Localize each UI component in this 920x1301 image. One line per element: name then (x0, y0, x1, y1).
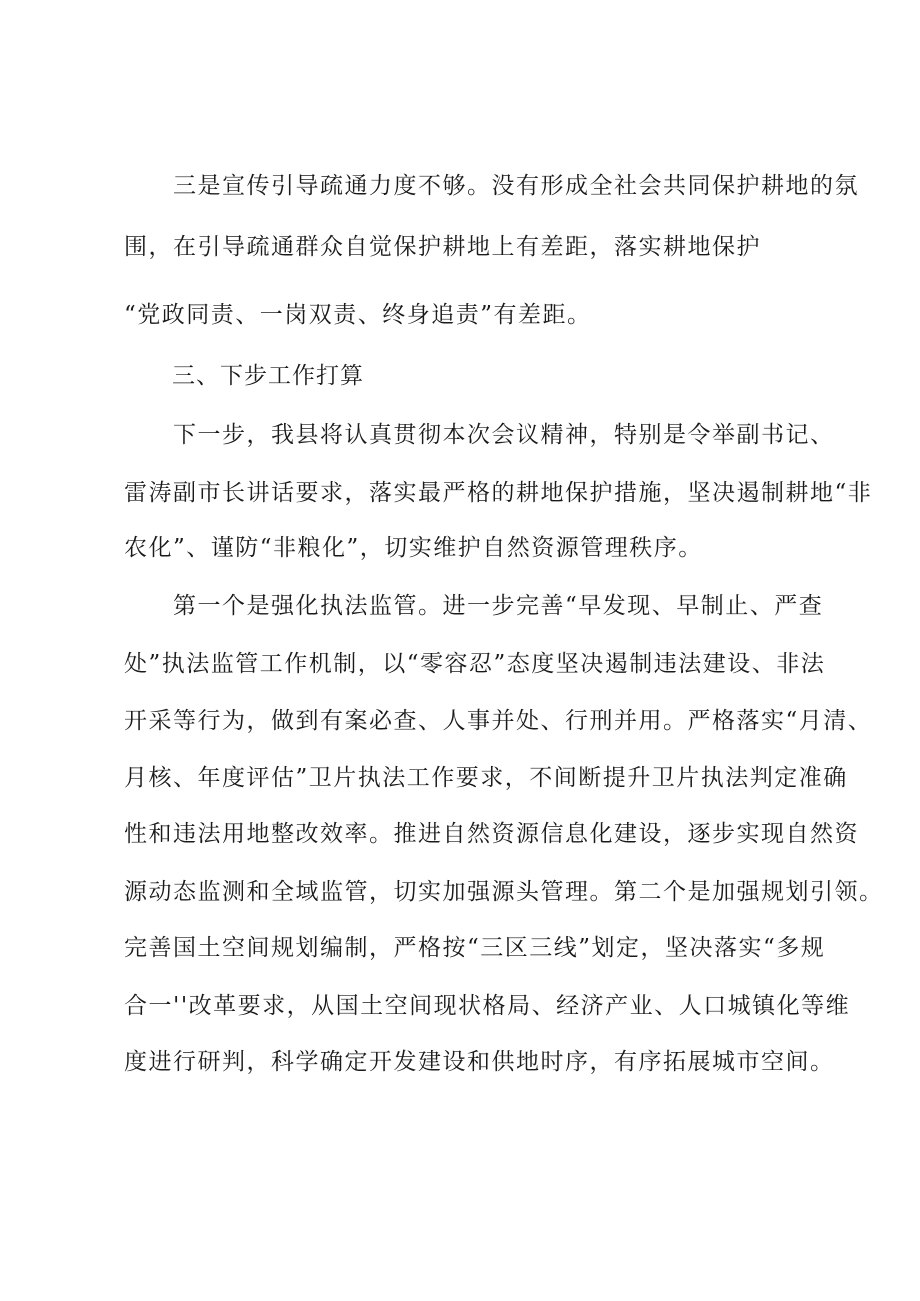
paragraph-3-line-3: 开采等行为，做到有案必查、人事并处、行刑并用。严格落实“月清、 (124, 708, 873, 734)
paragraph-3-line-5: 性和违法用地整改效率。推进自然资源信息化建设，逐步实现自然资 (124, 821, 859, 847)
paragraph-1-line-2: 围，在引导疏通群众自觉保护耕地上有差距，落实耕地保护 (124, 234, 761, 260)
paragraph-3-line-1: 第一个是强化执法监管。进一步完善“早发现、早制止、严查 (124, 593, 824, 619)
paragraph-3-line-4: 月核、年度评估”卫片执法工作要求，不间断提升卫片执法判定准确 (124, 765, 848, 791)
paragraph-1-line-1: 三是宣传引导疏通力度不够。没有形成全社会共同保护耕地的氛 (124, 173, 859, 199)
paragraph-1-line-3: “党政同责、一岗双责、终身追责”有差距。 (124, 302, 592, 328)
paragraph-3-line-7: 完善国土空间规划编制，严格按“三区三线”划定，坚决落实“多规 (124, 935, 826, 961)
paragraph-3-line-2: 处”执法监管工作机制，以“零容忍”态度坚决遏制违法建设、非法 (124, 651, 826, 677)
section-heading: 三、下步工作打算 (172, 363, 364, 389)
paragraph-2-line-2: 雷涛副市长讲话要求，落实最严格的耕地保护措施，坚决遏制耕地“非 (124, 480, 873, 506)
paragraph-3-line-9: 度进行研判，科学确定开发建设和供地时序，有序拓展城市空间。 (124, 1049, 835, 1075)
paragraph-2-line-1: 下一步，我县将认真贯彻本次会议精神，特别是令举副书记、 (124, 422, 835, 448)
paragraph-2-line-3: 农化”、谨防“非粮化”，切实维护自然资源管理秩序。 (124, 535, 703, 561)
paragraph-3-line-8: 合一''改革要求，从国土空间现状格局、经济产业、人口城镇化等维 (124, 993, 851, 1019)
paragraph-3-line-6: 源动态监测和全域监管，切实加强源头管理。第二个是加强规划引领。 (124, 879, 884, 905)
